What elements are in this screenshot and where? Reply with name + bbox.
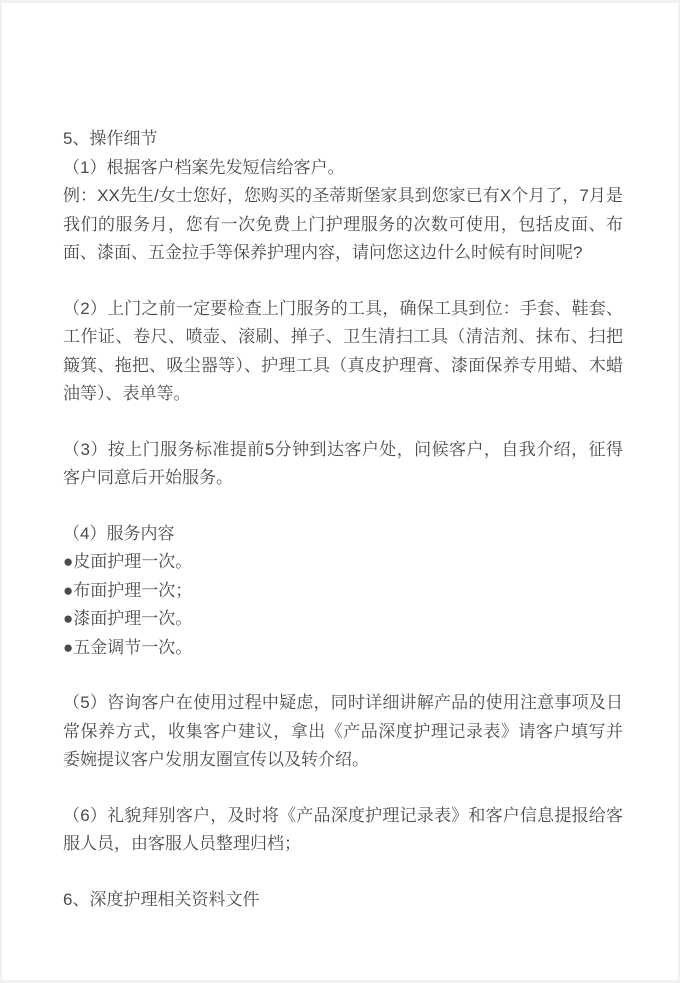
step-5-text: （5）咨询客户在使用过程中疑虑，同时详细讲解产品的使用注意事项及日常保养方式，收集客户建议，拿出《产品深度护理记录表》请客户填写并委婉提议客户发朋友圈宣传以及转介绍。 [63,693,623,769]
step-6-text: （6）礼貌拜别客户，及时将《产品深度护理记录表》和客户信息提报给客服人员，由客服人员整理归档； [63,805,623,853]
service-bullet-leather: ●皮面护理一次。 [63,552,193,571]
document-page [2,3,678,980]
document-content [63,125,623,914]
section-5-heading: 5、操作细节 [63,129,158,148]
step-3-block [63,436,623,493]
step-4-heading: （4）服务内容 [63,523,175,543]
service-bullet-fabric: ●布面护理一次； [63,580,193,600]
section-files-heading-block [63,886,623,915]
sms-example-text: 例：XX先生/女士您好，您购买的圣蒂斯堡家具到您家已有X个月了，7月是我们的服务月，您有一次免费上门护理服务的次数可使用，包括皮面、布面、漆面、五金拉手等保养护理内容，请问您这边什么时候有时间呢? [63,186,623,262]
step-3-text: （3）按上门服务标准提前5分钟到达客户处，问候客户，自我介绍，征得客户同意后开始服务。 [63,439,623,487]
step-1-text: （1）根据客户档案先发短信给客户。 [63,157,345,177]
section-6-heading: 6、深度护理相关资料文件 [63,889,260,909]
step-4-block [63,520,623,663]
section-operation-details [63,125,623,268]
step-2-block [63,295,623,409]
step-5-block [63,689,623,775]
step-6-block [63,802,623,859]
service-bullet-hardware: ●五金调节一次。 [63,637,193,657]
service-bullet-paint: ●漆面护理一次。 [63,609,193,628]
step-2-text: （2）上门之前一定要检查上门服务的工具，确保工具到位：手套、鞋套、工作证、卷尺、喷壶、滚刷、掸子、卫生清扫工具（清洁剂、抹布、扫把簸箕、拖把、吸尘器等）、护理工具（真皮护理膏、漆面保养专用蜡、木蜡油等）、表单等。 [63,298,623,403]
